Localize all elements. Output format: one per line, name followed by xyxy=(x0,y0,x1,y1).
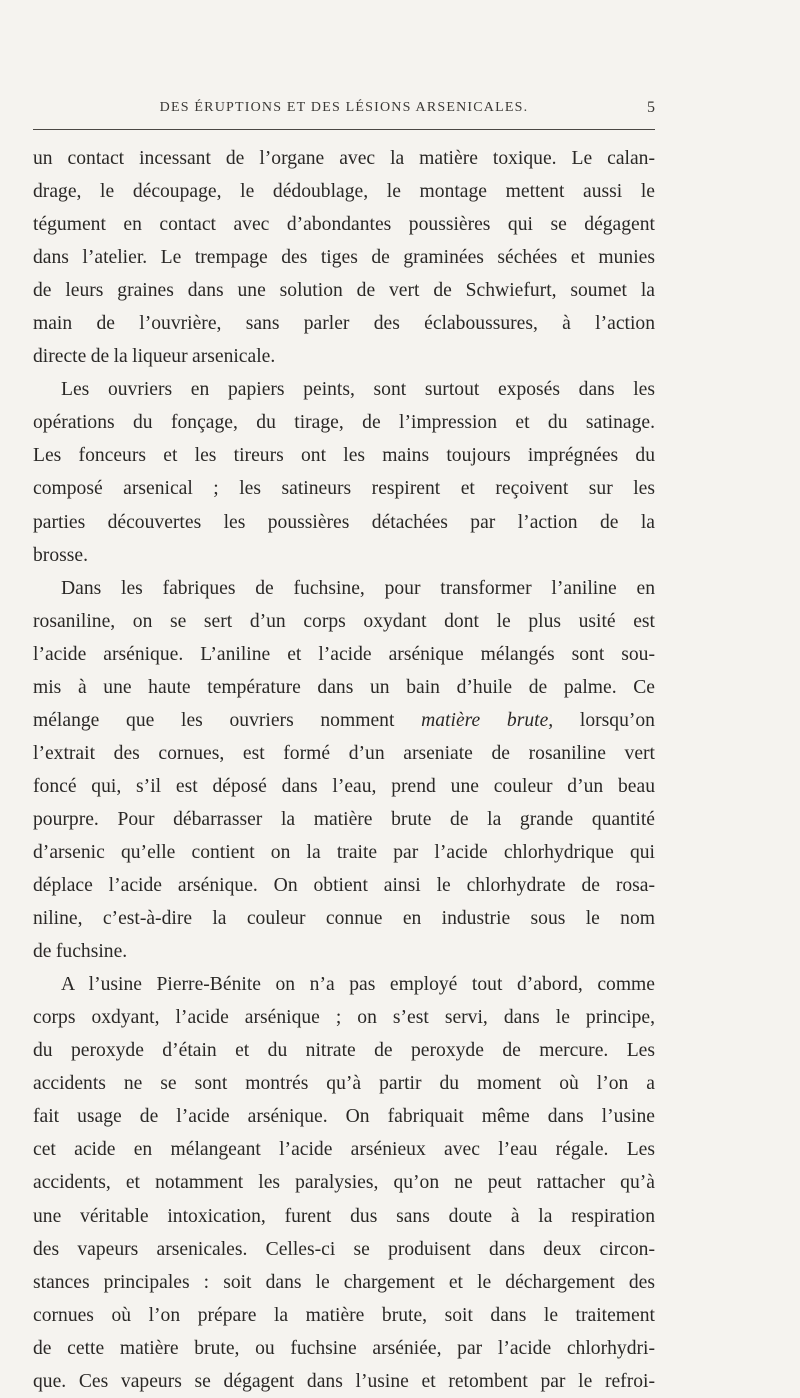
text-line: du peroxyde d’étain et du nitrate de peroxyde de mercure. Les xyxy=(33,1040,655,1062)
text-line: composé arsenical ; les satineurs respirent et reçoivent sur les xyxy=(33,478,655,500)
text-line: un contact incessant de l’organe avec la matière toxique. Le calan- xyxy=(33,148,655,169)
header-rule xyxy=(33,129,655,130)
text-line: stances principales : soit dans le chargement et le déchargement des xyxy=(33,1271,655,1293)
text-line: déplace l’acide arsénique. On obtient ainsi le chlorhydrate de rosa- xyxy=(33,875,655,897)
text-line: dans l’atelier. Le trempage des tiges de graminées séchées et munies xyxy=(33,247,655,269)
text-line: drage, le découpage, le dédoublage, le montage mettent aussi le xyxy=(33,181,655,203)
text-line: cornues où l’on prépare la matière brute, soit dans le traitement xyxy=(33,1304,655,1326)
text-line: de fuchsine. xyxy=(33,941,128,963)
text-line: opérations du fonçage, du tirage, de l’impression et du satinage. xyxy=(33,412,655,434)
text-line: de cette matière brute, ou fuchsine arséniée, par l’acide chlorhydri- xyxy=(33,1337,655,1359)
text-line: corps oxdyant, l’acide arsénique ; on s’est servi, dans le principe, xyxy=(33,1007,655,1029)
text-line: une véritable intoxication, furent dus sans doute à la respiration xyxy=(33,1205,655,1227)
text-line: cet acide en mélangeant l’acide arsénieux avec l’eau régale. Les xyxy=(33,1139,655,1161)
text-line: l’extrait des cornues, est formé d’un arseniate de rosaniline vert xyxy=(33,742,655,764)
text-run: lorsqu’on xyxy=(553,709,655,731)
text-line: niline, c’est-à-dire la couleur connue en industrie sous le nom xyxy=(33,908,655,930)
italic-term: matière brute, xyxy=(421,709,554,731)
text-line: l’acide arsénique. L’aniline et l’acide arsénique mélangés sont sou- xyxy=(33,643,655,665)
text-line: A l’usine Pierre-Bénite on n’a pas employé tout d’abord, comme xyxy=(61,974,655,996)
text-line: tégument en contact avec d’abondantes poussières qui se dégagent xyxy=(33,214,655,236)
text-line: brosse. xyxy=(33,544,88,566)
text-line: mis à une haute température dans un bain d’huile de palme. Ce xyxy=(33,676,655,698)
text-line: d’arsenic qu’elle contient on la traite par l’acide chlorhydrique qui xyxy=(33,841,655,863)
text-line: Les ouvriers en papiers peints, sont surtout exposés dans les xyxy=(61,379,655,401)
text-line: fait usage de l’acide arsénique. On fabriquait même dans l’usine xyxy=(33,1106,655,1128)
text-line: des vapeurs arsenicales. Celles-ci se produisent dans deux circon- xyxy=(33,1238,655,1260)
text-line: rosaniline, on se sert d’un corps oxydant dont le plus usité est xyxy=(33,610,655,632)
text-line: de leurs graines dans une solution de vert de Schwiefurt, soumet la xyxy=(33,280,655,302)
text-line: main de l’ouvrière, sans parler des éclaboussures, à l’action xyxy=(33,313,655,335)
running-head xyxy=(33,100,655,124)
text-line: parties découvertes les poussières détachées par l’action de la xyxy=(33,511,655,533)
text-line: directe de la liqueur arsenicale. xyxy=(33,346,276,368)
text-line: foncé qui, s’il est déposé dans l’eau, prend une couleur d’un beau xyxy=(33,775,655,797)
text-line: Dans les fabriques de fuchsine, pour transformer l’aniline en xyxy=(61,577,655,599)
text-run: mélange que les ouvriers nomment xyxy=(33,709,395,731)
text-line: pourpre. Pour débarrasser la matière brute de la grande quantité xyxy=(33,808,655,830)
text-line: accidents ne se sont montrés qu’à partir du moment où l’on a xyxy=(33,1073,655,1095)
text-line: Les fonceurs et les tireurs ont les mains toujours imprégnées du xyxy=(33,445,655,467)
text-line: que. Ces vapeurs se dégagent dans l’usine et retombent par le refroi- xyxy=(33,1370,655,1392)
running-head-title: DES ÉRUPTIONS ET DES LÉSIONS ARSENICALES. xyxy=(159,100,529,115)
text-line xyxy=(33,704,655,737)
page-number: 5 xyxy=(647,99,655,116)
text-line: accidents, et notamment les paralysies, qu’on ne peut rattacher qu’à xyxy=(33,1172,655,1194)
body-text xyxy=(33,142,655,1398)
